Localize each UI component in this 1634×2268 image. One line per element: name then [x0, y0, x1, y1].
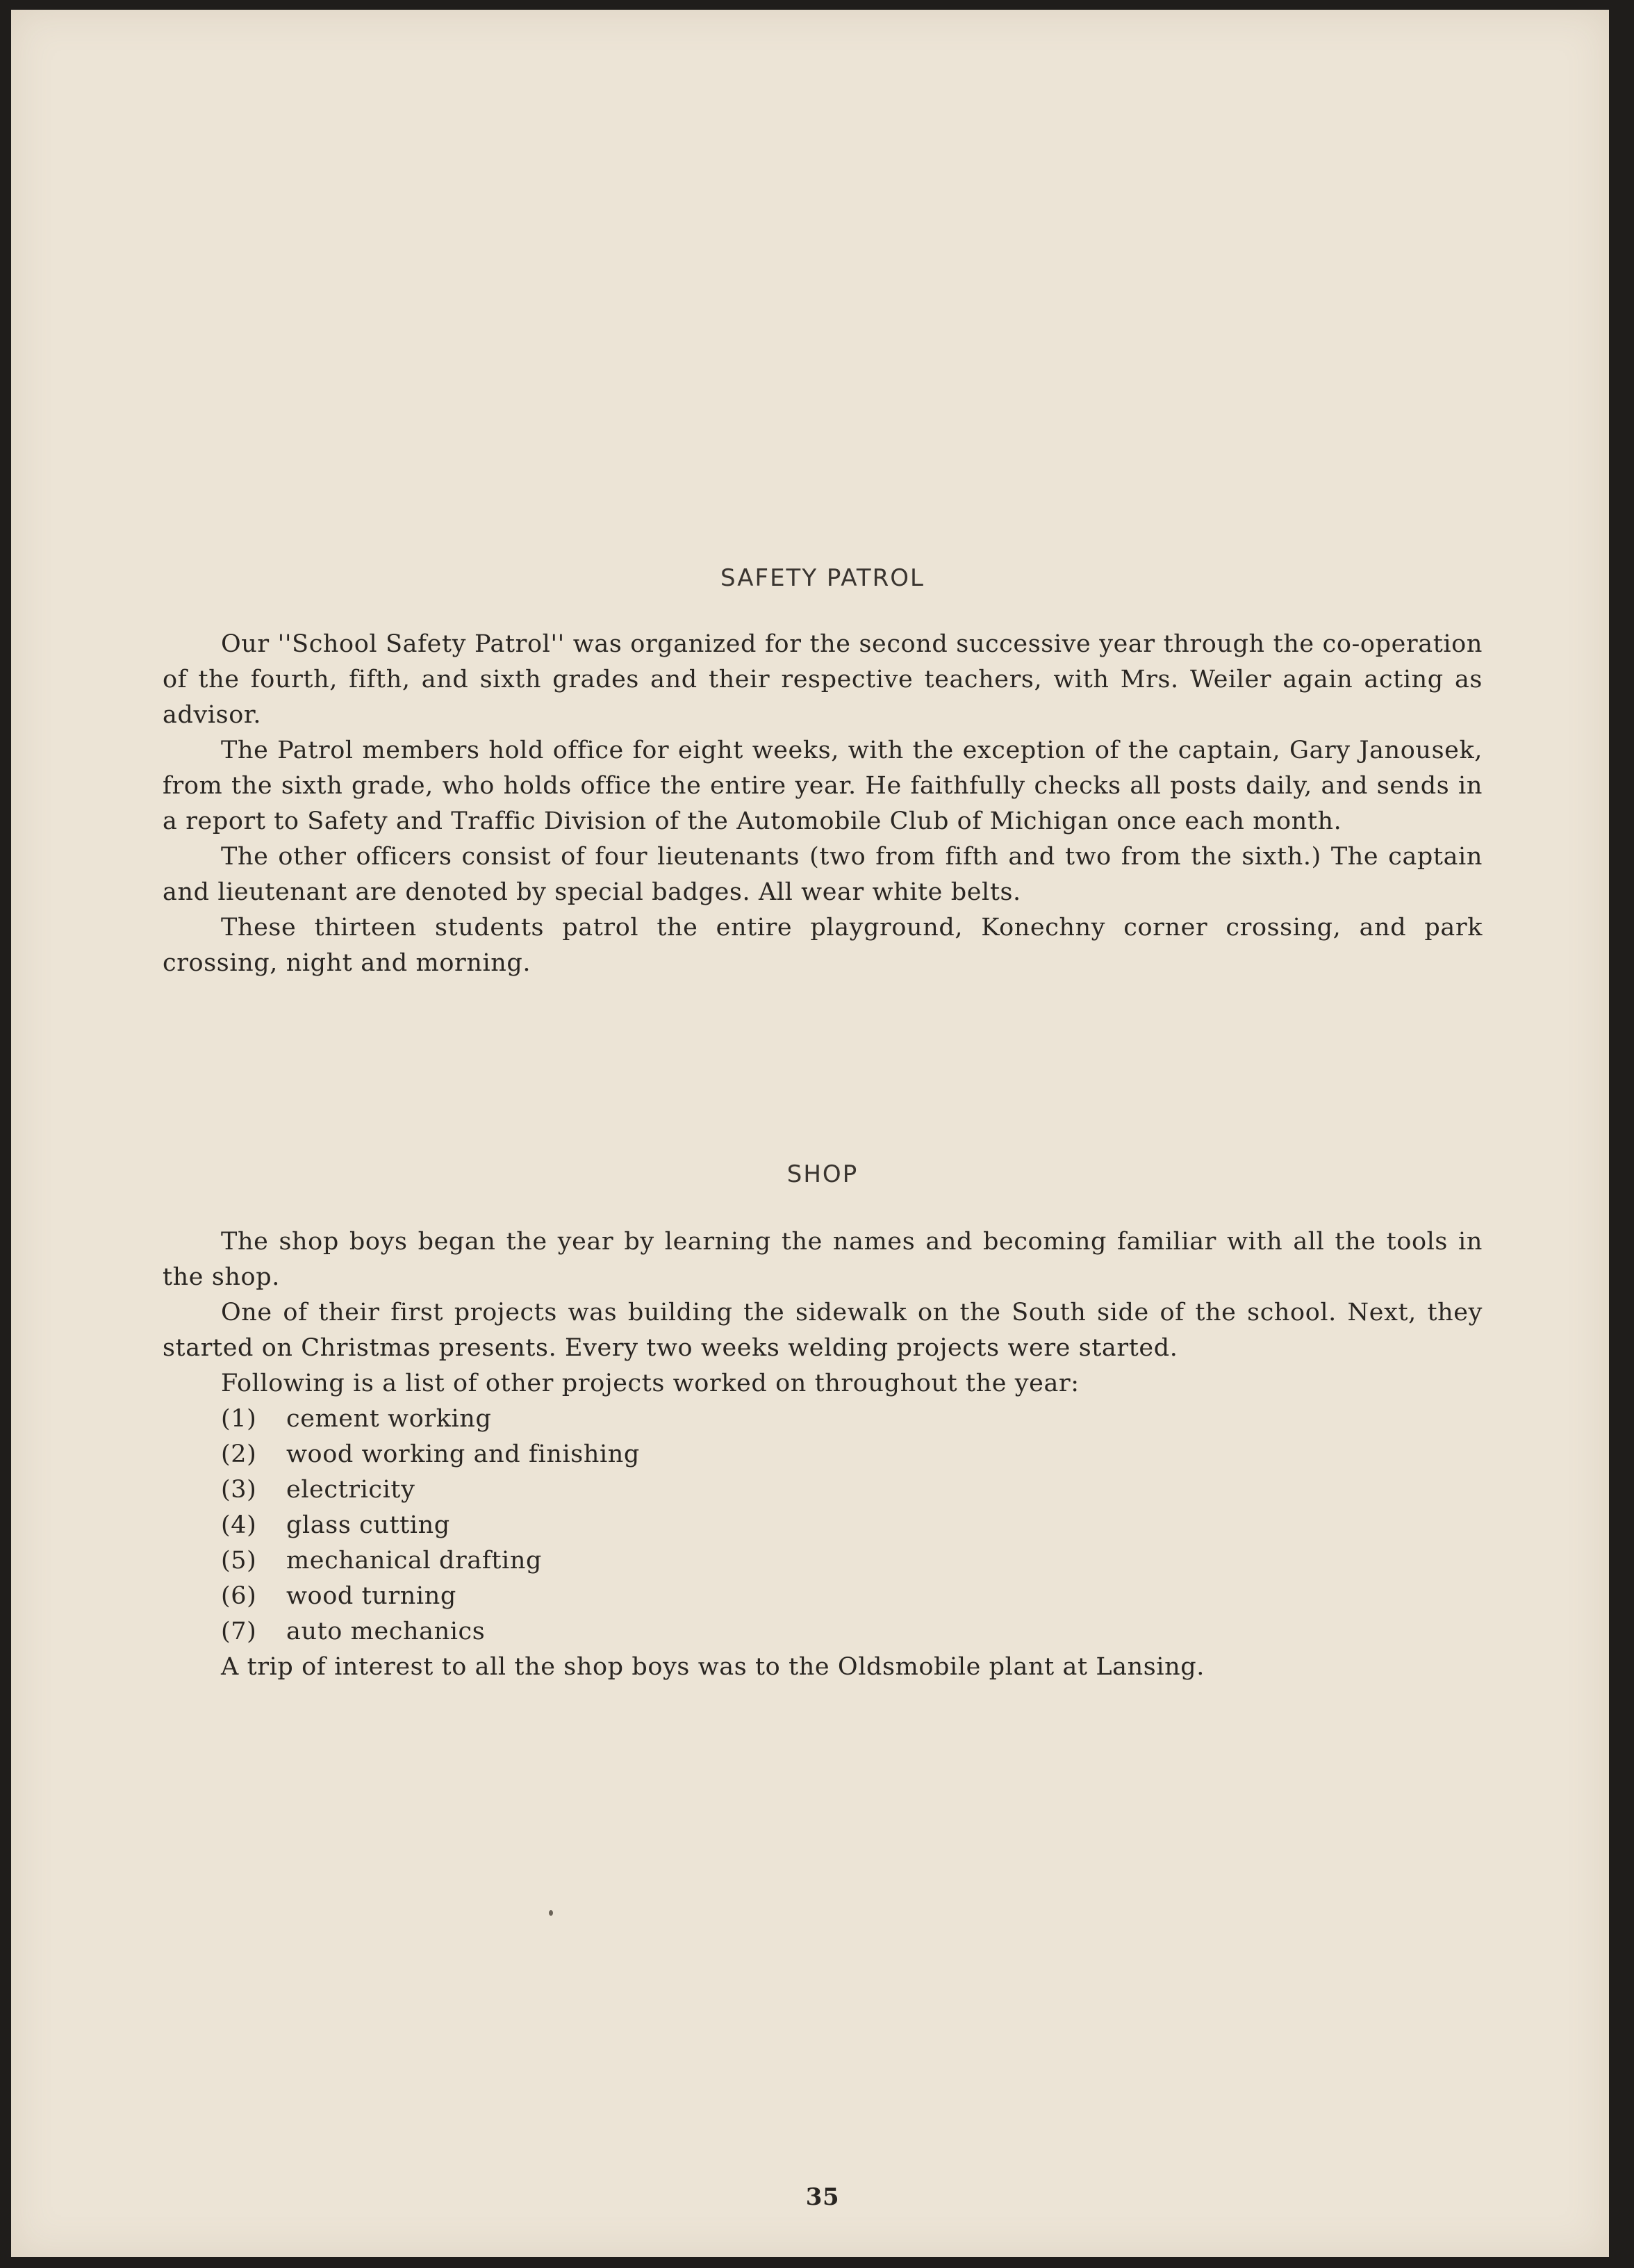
list-item-text: auto mechanics	[286, 1618, 486, 1645]
safety-patrol-paragraph-2: The Patrol members hold office for eight weeks, with the exception of the captain, Gary Janousek, from the sixth grade, who holds office the entire year. He faithfully checks all posts daily, and sends in a report to Safety and Traffic Division of the Automobile Club of Michigan once each month.	[163, 737, 1483, 835]
list-item-number: (4)	[221, 1511, 257, 1539]
shop-paragraph-2: One of their first projects was building the sidewalk on the South side of the school. Next, they started on Christmas presents. Every two weeks welding projects were started.	[163, 1299, 1483, 1362]
document-page	[11, 10, 1609, 2257]
list-item	[163, 1614, 1483, 1650]
shop-body	[163, 1224, 1483, 1685]
list-item	[163, 1472, 1483, 1508]
list-item	[163, 1402, 1483, 1437]
list-item-number: (1)	[221, 1405, 257, 1433]
list-item-text: glass cutting	[286, 1511, 450, 1539]
list-item-text: wood working and finishing	[286, 1440, 640, 1468]
list-item-text: cement working	[286, 1405, 492, 1433]
list-item-number: (5)	[221, 1547, 257, 1575]
shop-heading: SHOP	[786, 1160, 859, 1188]
safety-patrol-paragraph-1: Our ''School Safety Patrol'' was organized for the second successive year through the co-operation of the fourth, fifth, and sixth grades and their respective teachers, with Mrs. Weiler again acting as advisor.	[163, 630, 1483, 729]
safety-patrol-heading: SAFETY PATROL	[720, 564, 925, 592]
list-item	[163, 1508, 1483, 1543]
paper-speck	[549, 1910, 553, 1916]
list-item-number: (2)	[221, 1440, 257, 1468]
list-item-number: (3)	[221, 1476, 257, 1504]
list-item-text: wood turning	[286, 1582, 456, 1610]
page-number: 35	[805, 2183, 840, 2211]
safety-patrol-paragraph-4: These thirteen students patrol the entire playground, Konechny corner crossing, and park crossing, night and morning.	[163, 914, 1483, 977]
list-item-number: (7)	[221, 1618, 257, 1645]
shop-paragraph-1: The shop boys began the year by learning the names and becoming familiar with all the tools in the shop.	[163, 1228, 1483, 1291]
shop-projects-list	[163, 1402, 1483, 1650]
shop-closing-paragraph: A trip of interest to all the shop boys was to the Oldsmobile plant at Lansing.	[221, 1653, 1205, 1681]
list-item	[163, 1543, 1483, 1579]
list-item-text: mechanical drafting	[286, 1547, 542, 1575]
shop-paragraph-3: Following is a list of other projects worked on throughout the year:	[221, 1370, 1080, 1397]
list-item	[163, 1437, 1483, 1472]
safety-patrol-body	[163, 627, 1483, 981]
list-item-number: (6)	[221, 1582, 257, 1610]
list-item	[163, 1579, 1483, 1614]
safety-patrol-paragraph-3: The other officers consist of four lieutenants (two from fifth and two from the sixth.) The captain and lieutenant are denoted by special badges. All wear white belts.	[163, 843, 1483, 906]
list-item-text: electricity	[286, 1476, 415, 1504]
